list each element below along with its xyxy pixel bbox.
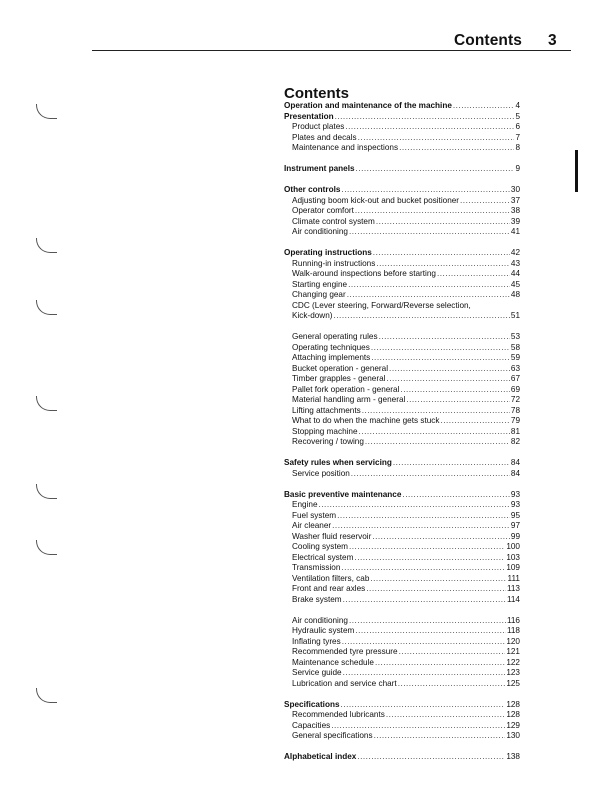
- toc-page-number: 99: [510, 531, 520, 541]
- toc-page-number: 38: [510, 206, 520, 215]
- dot-leader: [349, 227, 510, 238]
- toc-entry: [284, 133, 520, 144]
- dot-leader: [335, 112, 515, 123]
- toc-entry: [284, 553, 520, 564]
- toc-entry-label: General operating rules: [292, 332, 378, 341]
- toc-page-number: 79: [510, 416, 520, 425]
- binder-hole-mark: [36, 484, 57, 499]
- binder-hole-mark: [36, 540, 57, 555]
- toc-page-number: 7: [515, 132, 520, 142]
- toc-entry: [284, 668, 520, 679]
- dot-leader: [355, 206, 510, 217]
- toc-entry: [284, 721, 520, 732]
- dot-leader: [349, 542, 505, 553]
- toc-page-number: 43: [510, 258, 520, 268]
- dot-leader: [337, 511, 510, 522]
- toc-entry-label: Washer fluid reservoir: [292, 531, 372, 541]
- page-header-title: Contents: [454, 32, 522, 49]
- dot-leader: [356, 164, 515, 175]
- group-spacer: [284, 238, 520, 249]
- toc-entry: [284, 500, 520, 511]
- toc-entry-label: Recommended tyre pressure: [292, 647, 398, 656]
- group-spacer: [284, 322, 520, 333]
- toc-page-number: 4: [515, 101, 520, 110]
- toc-section-entry: [284, 164, 520, 175]
- toc-entry-label: Operating instructions: [284, 248, 372, 257]
- dot-leader: [351, 469, 510, 480]
- dot-leader: [371, 343, 510, 354]
- group-spacer: [284, 605, 520, 616]
- dot-leader: [373, 248, 510, 259]
- dot-leader: [370, 574, 506, 585]
- toc-entry: [284, 196, 520, 207]
- toc-entry-label: Hydraulic system: [292, 626, 355, 635]
- table-of-contents: [284, 101, 520, 763]
- toc-entry-label: Maintenance and inspections: [292, 143, 399, 152]
- dot-leader: [341, 185, 509, 196]
- toc-page-number: 63: [510, 363, 520, 373]
- toc-entry-label: Presentation: [284, 111, 334, 121]
- toc-entry: [284, 626, 520, 637]
- toc-entry: [284, 206, 520, 217]
- dot-leader: [400, 385, 509, 396]
- dot-leader: [376, 259, 510, 270]
- toc-entry-label: Capacities: [292, 720, 331, 730]
- toc-page-number: 59: [510, 353, 520, 362]
- toc-entry-label: Specifications: [284, 699, 340, 709]
- toc-entry: [284, 374, 520, 385]
- toc-page-number: 39: [510, 216, 520, 226]
- toc-page-number: 53: [510, 332, 520, 341]
- toc-page-number: 6: [515, 122, 520, 131]
- toc-page-number: 8: [515, 143, 520, 152]
- toc-entry: [284, 469, 520, 480]
- toc-page-number: 9: [515, 164, 520, 173]
- toc-section-entry: [284, 752, 520, 763]
- toc-page-number: 45: [510, 279, 520, 289]
- binder-hole-mark: [36, 104, 57, 119]
- toc-entry-label: General specifications: [292, 731, 373, 740]
- toc-entry-label: CDC (Lever steering, Forward/Reverse selection,: [292, 300, 471, 310]
- dot-leader: [398, 679, 506, 690]
- toc-entry: [284, 290, 520, 301]
- toc-page-number: 100: [506, 542, 520, 551]
- toc-entry: [284, 385, 520, 396]
- toc-entry-label: Bucket operation - general: [292, 363, 389, 373]
- toc-entry-label: Walk-around inspections before starting: [292, 269, 436, 278]
- toc-entry: [284, 343, 520, 354]
- dot-leader: [366, 584, 506, 595]
- toc-entry-label: Running-in instructions: [292, 258, 376, 268]
- toc-entry-label: Pallet fork operation - general: [292, 384, 400, 394]
- group-spacer: [284, 742, 520, 753]
- toc-entry-label: What to do when the machine gets stuck: [292, 416, 440, 425]
- dot-leader: [319, 500, 510, 511]
- toc-entry: [284, 710, 520, 721]
- toc-entry-label: Stopping machine: [292, 426, 358, 436]
- toc-entry-label: Operating techniques: [292, 342, 370, 352]
- toc-page-number: 44: [510, 269, 520, 278]
- toc-entry: [284, 364, 520, 375]
- binder-hole-mark: [36, 396, 57, 411]
- dot-leader: [362, 406, 510, 417]
- page-edge-marker: [575, 150, 578, 192]
- dot-leader: [371, 353, 510, 364]
- group-spacer: [284, 175, 520, 186]
- toc-page-number: 138: [506, 752, 520, 761]
- dot-leader: [332, 521, 510, 532]
- dot-leader: [345, 122, 514, 133]
- toc-page-number: 109: [506, 563, 520, 572]
- toc-section-entry: [284, 112, 520, 123]
- toc-entry-label: Plates and decals: [292, 132, 357, 142]
- toc-page-number: 97: [510, 521, 520, 530]
- toc-entry-label: Air conditioning: [292, 615, 348, 625]
- dot-leader: [386, 374, 509, 385]
- toc-page-number: 72: [510, 395, 520, 404]
- toc-entry-label: Other controls: [284, 185, 341, 194]
- toc-page-number: 69: [510, 384, 520, 394]
- toc-section-entry: [284, 458, 520, 469]
- dot-leader: [376, 217, 510, 228]
- toc-entry-label: Front and rear axles: [292, 584, 366, 593]
- toc-page-number: 103: [506, 552, 520, 562]
- toc-page-number: 122: [506, 657, 520, 667]
- toc-entry: [284, 301, 520, 312]
- toc-entry-label: Alphabetical index: [284, 752, 357, 761]
- toc-page-number: 128: [506, 699, 520, 709]
- toc-entry-label: Attaching implements: [292, 353, 371, 362]
- toc-entry-label: Adjusting boom kick-out and bucket positioner: [292, 195, 460, 205]
- dot-leader: [358, 133, 515, 144]
- toc-page-number: 129: [506, 720, 520, 730]
- toc-entry-label: Material handling arm - general: [292, 395, 406, 404]
- toc-page-number: 78: [510, 405, 520, 415]
- toc-entry: [284, 574, 520, 585]
- dot-leader: [379, 332, 510, 343]
- dot-leader: [375, 658, 505, 669]
- group-spacer: [284, 689, 520, 700]
- toc-entry-label: Ventilation filters, cab: [292, 573, 370, 583]
- toc-entry-label: Lubrication and service chart: [292, 678, 397, 688]
- toc-page-number: 41: [510, 227, 520, 236]
- toc-entry: [284, 353, 520, 364]
- toc-page-number: 48: [510, 290, 520, 299]
- toc-entry: [284, 395, 520, 406]
- dot-leader: [341, 700, 506, 711]
- toc-page-number: 84: [510, 468, 520, 478]
- toc-page-number: 30: [510, 185, 520, 194]
- toc-entry: [284, 563, 520, 574]
- toc-page-number: 130: [506, 731, 520, 740]
- dot-leader: [343, 668, 506, 679]
- toc-entry: [284, 311, 520, 322]
- toc-entry-label: Electrical system: [292, 552, 354, 562]
- dot-leader: [365, 437, 510, 448]
- toc-page-number: 116: [506, 615, 520, 625]
- toc-section-entry: [284, 248, 520, 259]
- toc-page-number: 93: [510, 489, 520, 499]
- toc-page-number: 93: [510, 500, 520, 509]
- toc-entry-label: Changing gear: [292, 290, 346, 299]
- dot-leader: [354, 553, 505, 564]
- dot-leader: [402, 490, 509, 501]
- toc-entry-label: Recommended lubricants: [292, 710, 385, 719]
- binder-hole-mark: [36, 238, 57, 253]
- toc-entry: [284, 437, 520, 448]
- group-spacer: [284, 479, 520, 490]
- toc-entry-label: Air cleaner: [292, 521, 332, 530]
- toc-entry: [284, 416, 520, 427]
- group-spacer: [284, 154, 520, 165]
- dot-leader: [341, 563, 505, 574]
- toc-entry-label: Maintenance schedule: [292, 657, 374, 667]
- toc-section-entry: [284, 490, 520, 501]
- dot-leader: [342, 637, 506, 648]
- toc-entry: [284, 542, 520, 553]
- dot-leader: [393, 458, 510, 469]
- dot-leader: [437, 269, 510, 280]
- toc-page-number: 128: [506, 710, 520, 719]
- toc-entry: [284, 217, 520, 228]
- toc-entry-label: Operator comfort: [292, 206, 354, 215]
- toc-entry-label: Engine: [292, 500, 318, 509]
- toc-entry-label: Instrument panels: [284, 164, 355, 173]
- toc-entry: [284, 406, 520, 417]
- toc-section-entry: [284, 101, 520, 112]
- toc-entry-label: Starting engine: [292, 279, 348, 289]
- toc-entry: [284, 269, 520, 280]
- dot-leader: [399, 143, 514, 154]
- dot-leader: [347, 290, 510, 301]
- toc-section-entry: [284, 185, 520, 196]
- toc-entry-label: Fuel system: [292, 510, 337, 520]
- toc-entry-label: Product plates: [292, 122, 345, 131]
- toc-page-number: 42: [510, 248, 520, 257]
- toc-entry: [284, 647, 520, 658]
- toc-entry: [284, 616, 520, 627]
- toc-page-number: 123: [506, 668, 520, 677]
- toc-entry-label: Climate control system: [292, 216, 375, 226]
- binder-hole-mark: [36, 688, 57, 703]
- toc-entry-label: Safety rules when servicing: [284, 458, 392, 467]
- toc-entry: [284, 637, 520, 648]
- toc-page-number: 113: [506, 584, 520, 593]
- dot-leader: [334, 311, 510, 322]
- dot-leader: [453, 101, 515, 112]
- page-number: 3: [548, 32, 557, 49]
- toc-page-number: 84: [510, 458, 520, 467]
- toc-page-number: 120: [506, 636, 520, 646]
- toc-entry: [284, 679, 520, 690]
- toc-entry: [284, 427, 520, 438]
- header-rule: [92, 50, 571, 51]
- toc-entry-label: Inflating tyres: [292, 636, 341, 646]
- dot-leader: [355, 626, 506, 637]
- dot-leader: [386, 710, 505, 721]
- toc-page-number: 118: [506, 626, 520, 635]
- dot-leader: [406, 395, 510, 406]
- toc-entry-label: Timber grapples - general: [292, 374, 386, 383]
- dot-leader: [460, 196, 510, 207]
- toc-entry: [284, 227, 520, 238]
- group-spacer: [284, 448, 520, 459]
- toc-section-entry: [284, 700, 520, 711]
- toc-entry-label: Air conditioning: [292, 227, 348, 236]
- toc-entry: [284, 259, 520, 270]
- toc-entry-label: Kick-down): [292, 311, 333, 320]
- toc-page-number: 82: [510, 437, 520, 446]
- toc-page-number: 37: [510, 195, 520, 205]
- toc-page-number: 121: [506, 647, 520, 656]
- toc-entry-label: Cooling system: [292, 542, 348, 551]
- toc-entry-label: Brake system: [292, 594, 342, 604]
- dot-leader: [357, 752, 505, 763]
- dot-leader: [389, 364, 510, 375]
- toc-entry-label: Recovering / towing: [292, 437, 364, 446]
- toc-entry: [284, 511, 520, 522]
- dot-leader: [440, 416, 509, 427]
- toc-entry-label: Lifting attachments: [292, 405, 361, 415]
- toc-entry: [284, 521, 520, 532]
- toc-entry-label: Operation and maintenance of the machine: [284, 101, 452, 110]
- toc-entry: [284, 280, 520, 291]
- toc-entry-label: Transmission: [292, 563, 341, 572]
- toc-entry: [284, 584, 520, 595]
- toc-entry: [284, 731, 520, 742]
- toc-page-number: 95: [510, 510, 520, 520]
- dot-leader: [399, 647, 506, 658]
- toc-page-number: 67: [510, 374, 520, 383]
- dot-leader: [359, 427, 510, 438]
- toc-page-number: 58: [510, 342, 520, 352]
- toc-entry-label: Service position: [292, 468, 350, 478]
- toc-page-number: 125: [506, 678, 520, 688]
- dot-leader: [343, 595, 506, 606]
- dot-leader: [331, 721, 505, 732]
- toc-heading: Contents: [284, 85, 349, 102]
- toc-entry-label: Basic preventive maintenance: [284, 489, 402, 499]
- toc-entry: [284, 532, 520, 543]
- toc-page-number: 111: [507, 573, 520, 583]
- toc-page-number: 5: [515, 111, 520, 121]
- toc-entry: [284, 143, 520, 154]
- dot-leader: [372, 532, 510, 543]
- toc-entry-label: Service guide: [292, 668, 342, 677]
- toc-entry: [284, 595, 520, 606]
- binder-hole-mark: [36, 300, 57, 315]
- toc-entry: [284, 122, 520, 133]
- toc-page-number: 81: [510, 426, 520, 436]
- dot-leader: [348, 280, 510, 291]
- toc-page-number: 51: [510, 311, 520, 320]
- toc-entry: [284, 332, 520, 343]
- toc-entry: [284, 658, 520, 669]
- dot-leader: [374, 731, 506, 742]
- toc-page-number: 114: [506, 594, 520, 604]
- dot-leader: [349, 616, 506, 627]
